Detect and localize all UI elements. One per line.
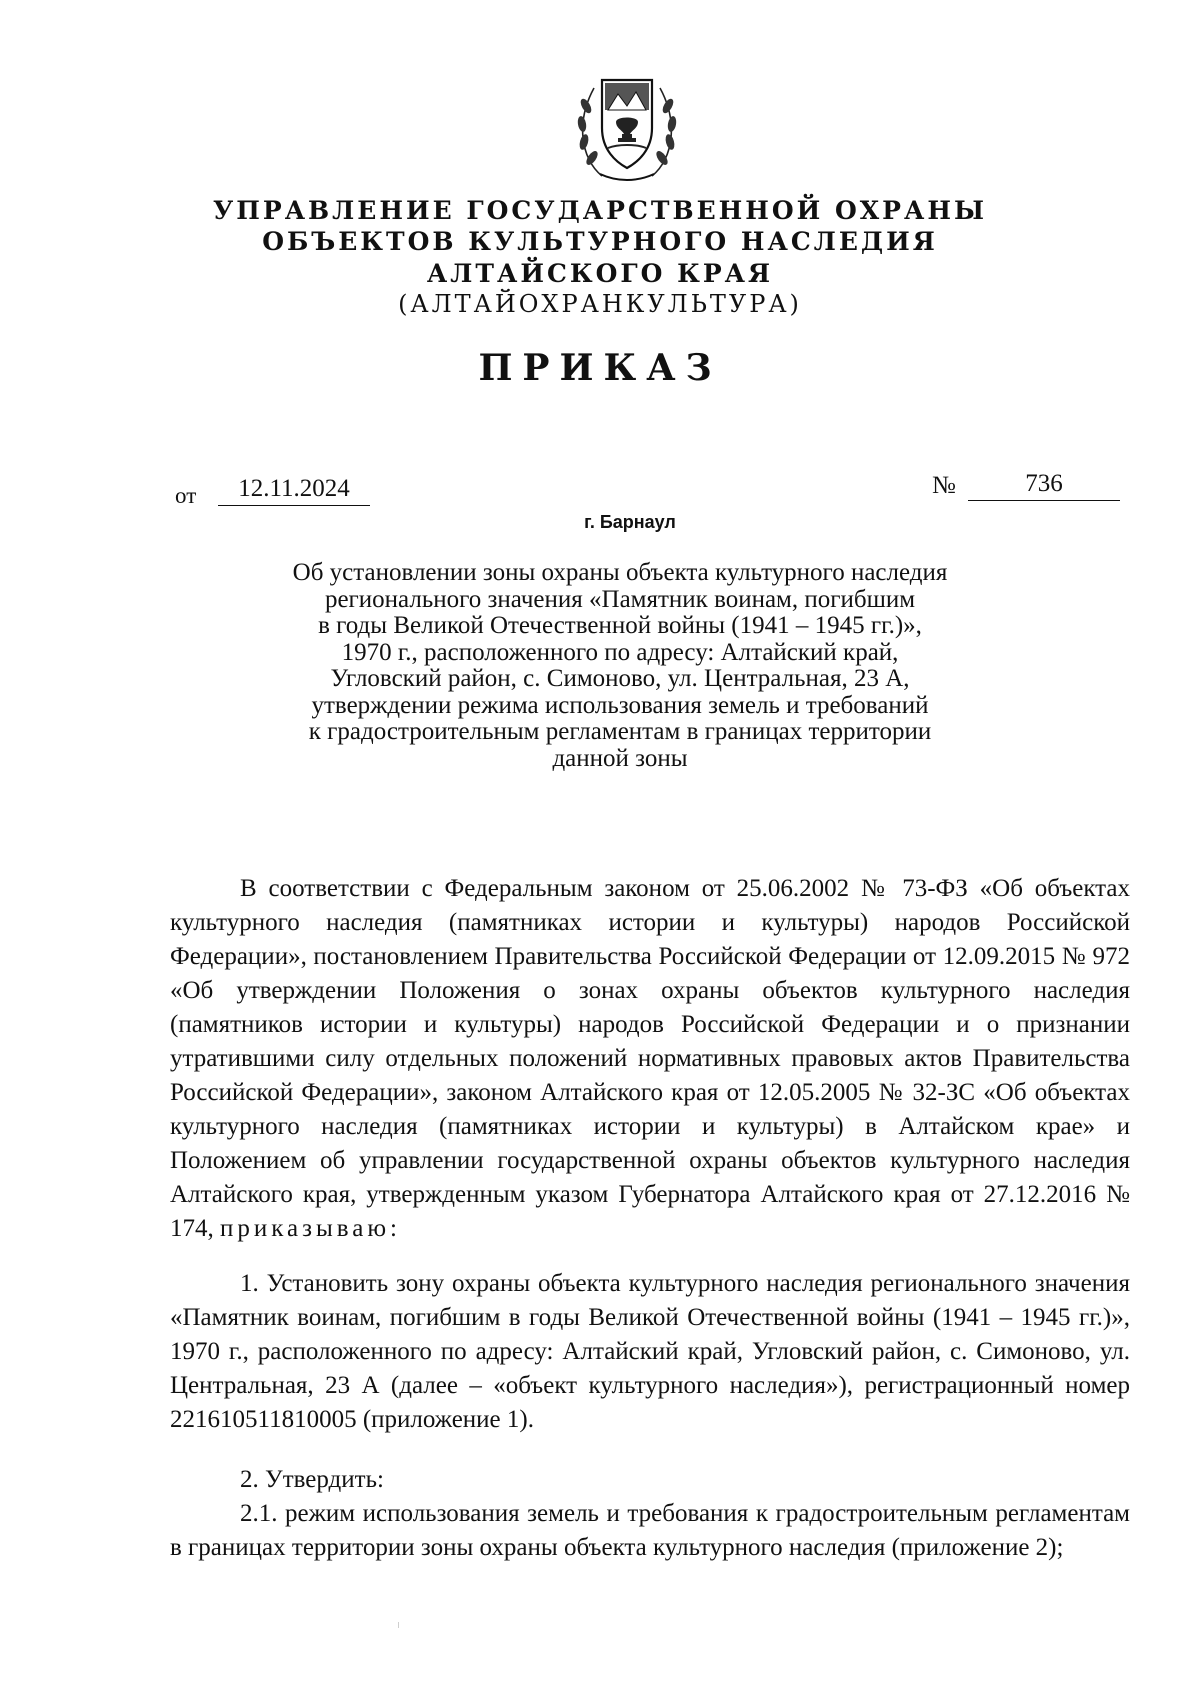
clause-2-paragraph: 2. Утвердить:: [240, 1466, 384, 1493]
title-line: в годы Великой Отечественной войны (1941 – 1945 гг.)»,: [318, 612, 922, 639]
city-label: г. Барнаул: [584, 512, 676, 532]
scan-mark: [398, 1622, 399, 1628]
preamble-paragraph: [170, 872, 1130, 1246]
document-title: [210, 560, 1030, 772]
clause-2-1-paragraph: 2.1. режим использования земель и требования к градостроительным регламентам в границах территории зоны охраны объекта культурного наследия (приложение 2);: [170, 1500, 1130, 1561]
order-word: приказываю:: [220, 1215, 401, 1242]
title-line: регионального значения «Памятник воинам, погибшим: [324, 585, 916, 613]
clause-1-paragraph: 1. Установить зону охраны объекта культурного наследия регионального значения «Памятник воинам, погибшим в годы Великой Отечественной войны (1941 – 1945 гг.)», 1970 г., расположенного по адресу: Алтайский край, Угловский район, с. Симоново, ул. Центральная, 23 А (далее – «объект культурного наследия»), регистрационный номер 221610511810005 (приложение 1).: [170, 1270, 1130, 1433]
number-label: №: [932, 472, 956, 499]
document-type-heading: ПРИКАЗ: [478, 347, 722, 389]
organization-name-line2: ОБЪЕКТОВ КУЛЬТУРНОГО НАСЛЕДИЯ: [262, 227, 938, 256]
title-line: Об установлении зоны охраны объекта культурного наследия: [292, 559, 948, 586]
document-number: 736: [968, 470, 1120, 501]
title-line: утверждении режима использования земель и требований: [311, 691, 929, 719]
title-line: к градостроительным регламентам в границах территории: [308, 718, 932, 745]
preamble-text: В соответствии с Федеральным законом от 25.06.2002 № 73-ФЗ «Об объектах культурного наследия (памятниках истории и культуры) народов Российской Федерации», постановлением Правительства Российской Федерации от 12.09.2015 № 972 «Об утверждении Положения о зонах охраны объектов культурного наследия (памятников истории и культуры) народов Российской Федерации и о признании утратившими силу отдельных положений нормативных правовых актов Правительства Российской Федерации», законом Алтайского края от 12.05.2005 № 32-ЗС «Об объектах культурного наследия (памятниках истории и культуры) в Алтайском крае» и Положением об управлении государственной охраны объектов культурного наследия Алтайского края, утвержденным указом Губернатора Алтайского края от 27.12.2016 № 174,: [170, 875, 1130, 1242]
title-line: 1970 г., расположенного по адресу: Алтайский край,: [341, 638, 899, 666]
organization-name-line1: УПРАВЛЕНИЕ ГОСУДАРСТВЕННОЙ ОХРАНЫ: [213, 196, 987, 225]
document-date: 12.11.2024: [218, 475, 370, 506]
coat-of-arms-emblem: [572, 66, 682, 186]
title-line: данной зоны: [552, 744, 688, 772]
organization-name-line3: АЛТАЙСКОГО КРАЯ: [426, 259, 774, 288]
date-label: от: [175, 483, 197, 508]
organization-short-name: (АЛТАЙОХРАНКУЛЬТУРА): [398, 290, 802, 318]
title-line: Угловский район, с. Симоново, ул. Центральная, 23 А,: [330, 665, 910, 692]
